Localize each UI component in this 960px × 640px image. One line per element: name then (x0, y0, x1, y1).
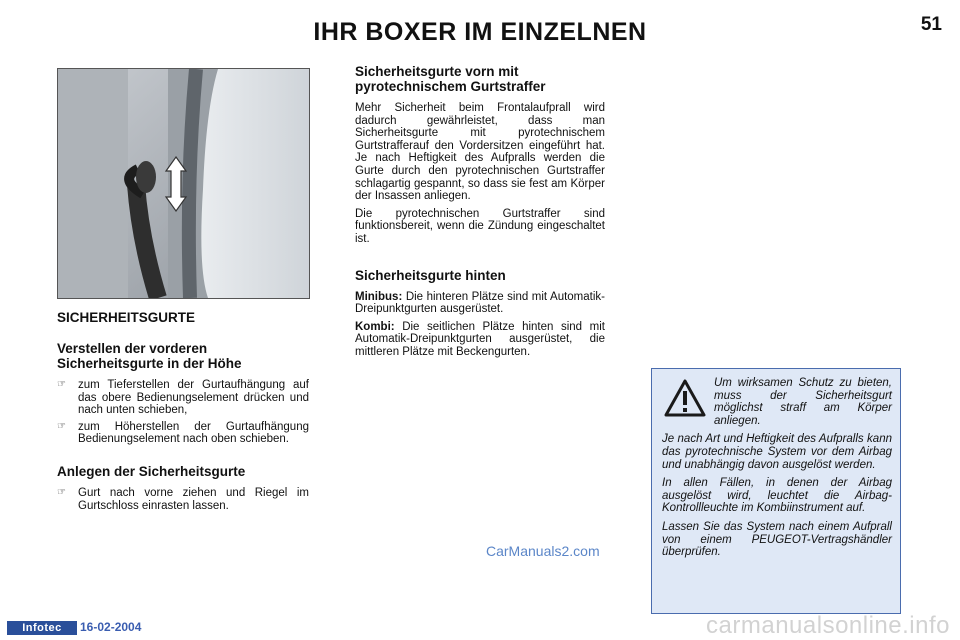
warning-paragraph-3: In allen Fällen, in denen der Airbag ausgelöst wird, leuchtet die Airbag-Kontrollleuchte im Kombiinstrument auf. (662, 477, 892, 515)
front-heading-line2: pyrotechnischem Gurtstraffer (355, 79, 546, 94)
list-item (57, 379, 309, 417)
warning-triangle-icon (664, 379, 706, 417)
list-item-text: zum Tieferstellen der Gurtaufhängung auf das obere Bedienungselement drücken und nach unten schieben, (78, 379, 309, 417)
front-heading (355, 64, 605, 94)
adjust-heading-line1: Verstellen der vorderen (57, 341, 208, 356)
warning-paragraph-4: Lassen Sie das System nach einem Aufprall von einem PEUGEOT-Vertragshändler überprüfen. (662, 520, 892, 559)
front-paragraph-2: Die pyrotechnischen Gurtstraffer sind funktionsbereit, wenn die Zündung eingeschaltet ist. (355, 207, 605, 245)
warning-paragraph-1: Um wirksamen Schutz zu bieten, muss der Sicherheitsgurt möglichst straff am Körper anliegen. (714, 377, 892, 427)
list-item (57, 421, 309, 446)
front-heading-line1: Sicherheitsgurte vorn mit (355, 64, 519, 79)
pointing-hand-icon: ☞ (57, 486, 66, 498)
minibus-label: Minibus: (355, 290, 403, 303)
section-title: SICHERHEITSGURTE (57, 310, 196, 325)
front-paragraph-1: Mehr Sicherheit beim Frontalaufprall wird dadurch gewährleistet, dass man Sicherheitsgurte mit pyrotechnischem Gurtstrafferauf den Vordersitzen eingeführt hat. Je nach Heftigkeit des Aufpralls werden die Gurte durch den pyrotechnischen Gurtstraffer schlagartig gespannt, so dass sie fest am Körper der Insassen anliegen. (355, 102, 605, 203)
minibus-text: Die hinteren Plätze sind mit Automatik-Dreipunktgurten ausgerüstet. (355, 290, 605, 316)
list-item-text: Gurt nach vorne ziehen und Riegel im Gurtschloss einrasten lassen. (78, 486, 309, 512)
adjust-heading (57, 341, 309, 371)
fasten-list (57, 487, 309, 512)
infotec-logo: Infotec (7, 621, 77, 635)
middle-column (355, 64, 605, 359)
left-column (57, 310, 309, 516)
list-item-text: zum Höherstellen der Gurtaufhängung Bedienungselement nach oben schieben. (78, 420, 309, 446)
warning-box (651, 368, 901, 614)
list-item (57, 487, 309, 512)
seatbelt-illustration (58, 69, 309, 298)
carmanuals-watermark: CarManuals2.com (486, 543, 600, 559)
pointing-hand-icon: ☞ (57, 420, 66, 432)
kombi-text: Die seitlichen Plätze hinten sind mit Automatik-Dreipunktgurten ausgerüstet, die mittleren Plätze mit Beckengurten. (355, 320, 605, 358)
footer-watermark: carmanualsonline.info (706, 612, 950, 639)
pointing-hand-icon: ☞ (57, 379, 66, 390)
kombi-label: Kombi: (355, 320, 395, 333)
adjust-heading-line2: Sicherheitsgurte in der Höhe (57, 356, 242, 371)
page-title: IHR BOXER IM EINZELNEN (313, 18, 647, 46)
fasten-heading: Anlegen der Sicherheitsgurte (57, 463, 246, 479)
footer-date: 16-02-2004 (80, 620, 142, 634)
warning-paragraph-2: Je nach Art und Heftigkeit des Aufpralls kann das pyrotechnische System vor dem Airbag und unabhängig davon ausgelöst werden. (662, 433, 892, 471)
kombi-paragraph (355, 321, 605, 359)
adjust-list (57, 379, 309, 446)
page-number: 51 (920, 14, 942, 35)
seatbelt-height-adjustment-photo (57, 68, 310, 299)
minibus-paragraph (355, 291, 605, 316)
rear-heading: Sicherheitsgurte hinten (355, 267, 506, 283)
